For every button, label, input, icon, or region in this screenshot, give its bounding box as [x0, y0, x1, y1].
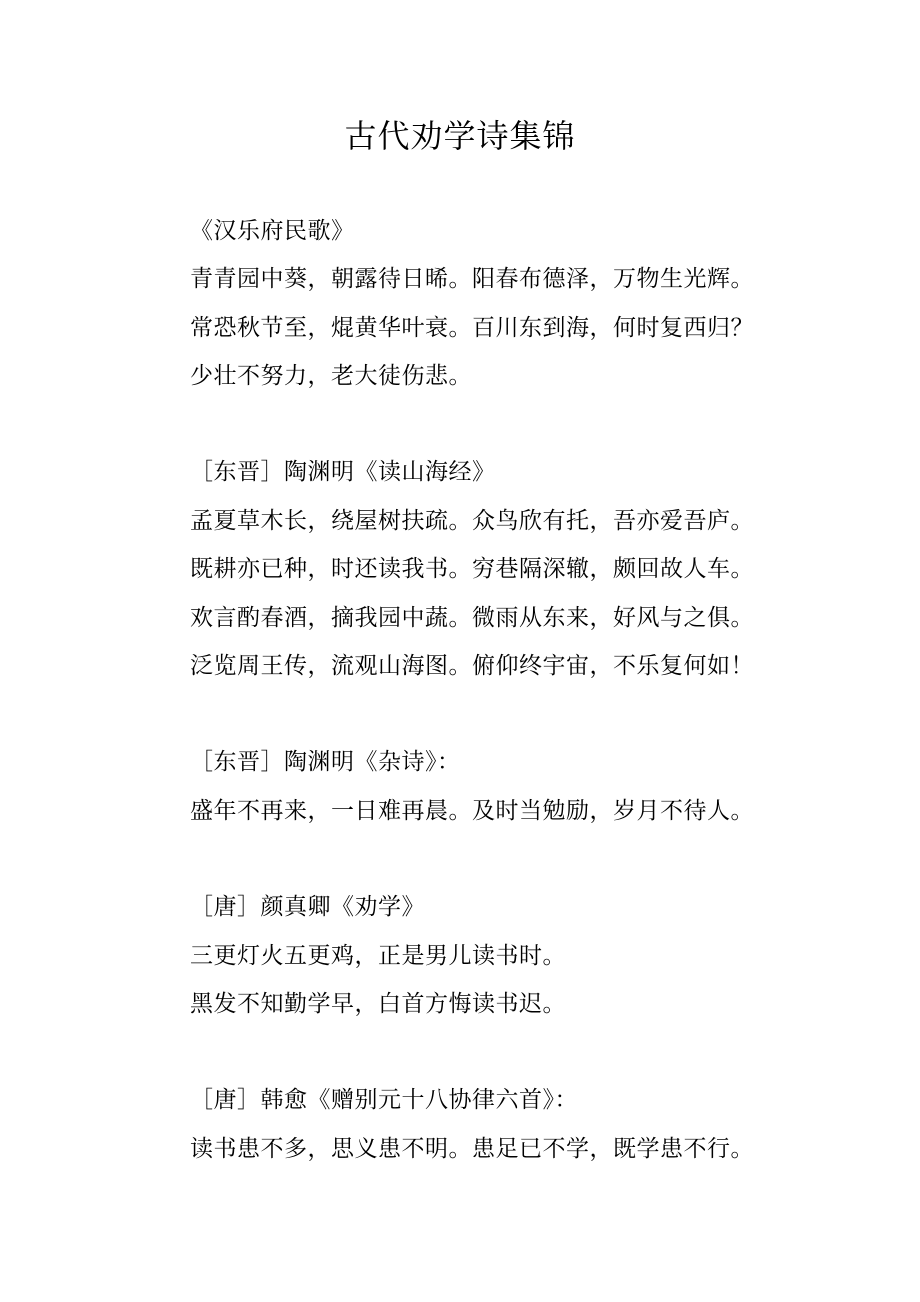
poem-line: 既耕亦已种，时还读我书。穷巷隔深辙，颇回故人车。: [190, 556, 754, 582]
section-heading: ［东晋］陶渊明《杂诗》：: [190, 749, 461, 775]
poem-line: 欢言酌春酒，摘我园中蔬。微雨从东来，好风与之俱。: [190, 605, 754, 631]
page-title: 古代劝学诗集锦: [344, 117, 576, 155]
poem-line: 读书患不多，思义患不明。患足已不学，既学患不行。: [190, 1136, 754, 1162]
poem-line: 黑发不知勤学早，白首方悔读书迟。: [190, 991, 566, 1017]
section-heading: 《汉乐府民歌》: [190, 218, 355, 244]
section-heading: ［东晋］陶渊明《读山海经》: [190, 459, 496, 485]
section-heading: ［唐］韩愈《赠别元十八协律六首》：: [190, 1087, 578, 1113]
poem-line: 孟夏草木长，绕屋树扶疏。众鸟欣有托，吾亦爱吾庐。: [190, 508, 754, 534]
poem-line: 三更灯火五更鸡，正是男儿读书时。: [190, 943, 566, 969]
poem-line: 常恐秋节至，焜黄华叶衰。百川东到海，何时复西归？: [190, 315, 754, 341]
poem-line: 泛览周王传，流观山海图。俯仰终宇宙，不乐复何如！: [190, 653, 754, 679]
poem-line: 少壮不努力，老大徒伤悲。: [190, 363, 472, 389]
section-heading: ［唐］颜真卿《劝学》: [190, 894, 425, 920]
poem-line: 盛年不再来，一日难再晨。及时当勉励，岁月不待人。: [190, 798, 754, 824]
poem-line: 青青园中葵，朝露待日晞。阳春布德泽，万物生光辉。: [190, 266, 754, 292]
